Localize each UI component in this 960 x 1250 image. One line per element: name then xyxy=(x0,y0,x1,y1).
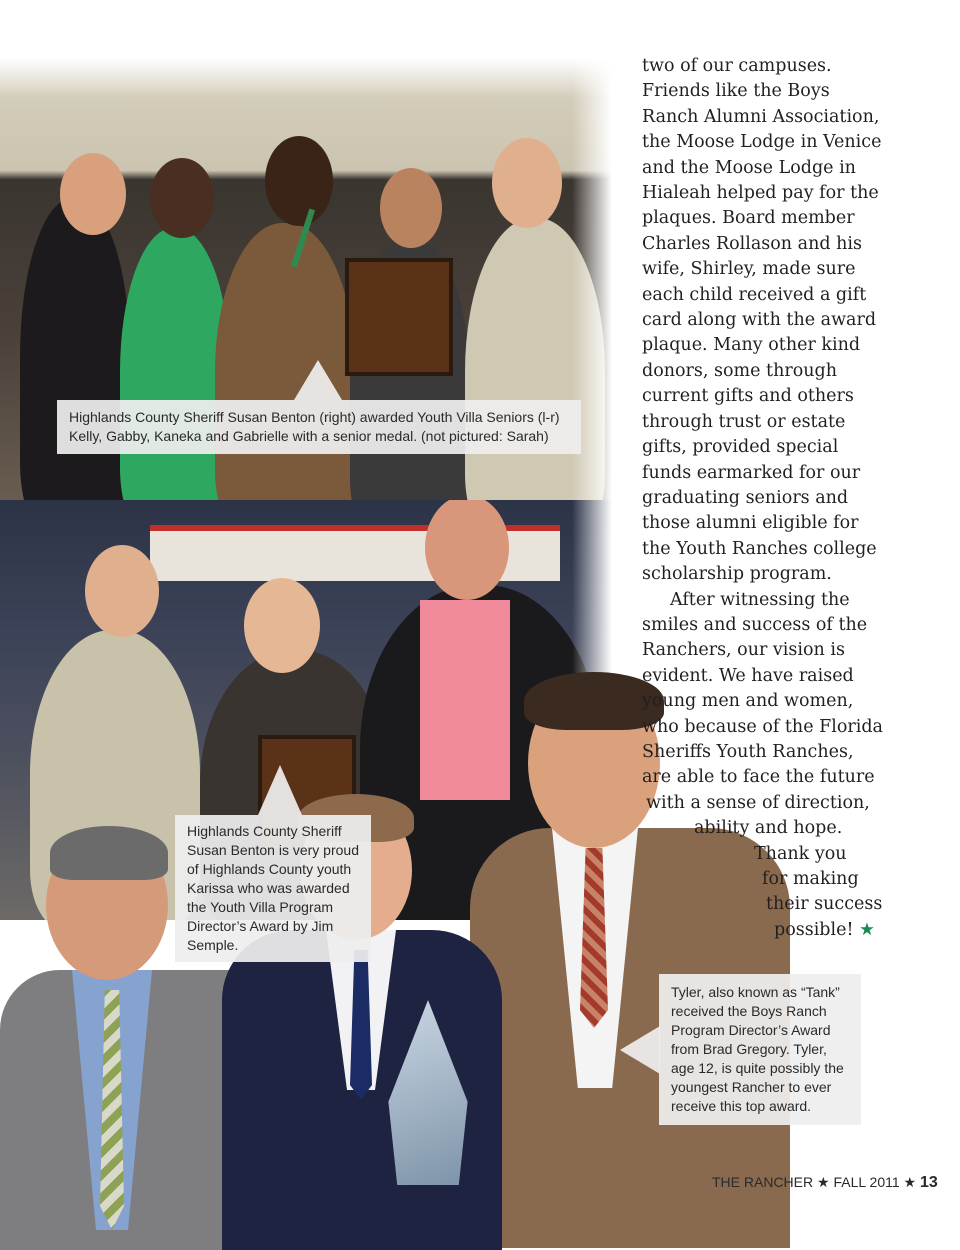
closing-text: possible! xyxy=(774,919,854,940)
text-line xyxy=(642,918,942,943)
text-line: Hialeah helped pay for the xyxy=(642,183,879,204)
text-line: young men and women, xyxy=(642,691,854,712)
text-line: ability and hope. xyxy=(694,818,843,839)
girl-kelly-head xyxy=(60,153,126,235)
girl-kaneka-head xyxy=(265,136,333,226)
text-line: gifts, provided special xyxy=(642,437,839,458)
text-line: Friends like the Boys xyxy=(642,81,830,102)
caption-pointer-3 xyxy=(620,1026,660,1074)
text-line: and the Moose Lodge in xyxy=(642,157,856,178)
sheriff-benton-head xyxy=(492,138,562,228)
text-line: are able to face the future xyxy=(642,767,875,788)
girl-karissa-head xyxy=(244,578,320,673)
text-line: Thank you xyxy=(754,843,847,864)
text-line: wife, Shirley, made sure xyxy=(642,259,856,280)
issue-label: FALL 2011 xyxy=(833,1174,900,1190)
girl-gabby xyxy=(120,228,230,508)
man-left-hair xyxy=(50,826,168,880)
paragraph-2 xyxy=(642,588,942,944)
article-body xyxy=(642,54,942,943)
text-line: Charles Rollason and his xyxy=(642,233,862,254)
text-line: the Youth Ranches college xyxy=(642,538,877,559)
text-line: Sheriffs Youth Ranches, xyxy=(642,741,854,762)
text-line: evident. We have raised xyxy=(642,665,854,686)
text-line: Ranchers, our vision is xyxy=(642,640,845,661)
text-line: who because of the Florida xyxy=(642,716,883,737)
award-plaque xyxy=(345,258,453,376)
girl-gabrielle-head xyxy=(380,168,442,248)
caption-pointer-2 xyxy=(258,765,302,815)
text-line: plaque. Many other kind xyxy=(642,335,861,356)
text-line: After witnessing the xyxy=(670,589,850,610)
caption-tyler: Tyler, also known as “Tank” received the Boys Ranch Program Director’s Award from Brad Gregory. Tyler, age 12, is quite possibly the youngest Rancher to ever receive this top award. xyxy=(659,974,861,1125)
text-line: two of our campuses. xyxy=(642,56,832,76)
photo-fade-top xyxy=(0,58,612,98)
caption-karissa: Highlands County Sheriff Susan Benton is very proud of Highlands County youth Karissa who was awarded the Youth Villa Program Director’s Award by Jim Semple. xyxy=(175,815,371,962)
text-line: those alumni eligible for xyxy=(642,513,859,534)
girl-gabby-head xyxy=(150,158,214,238)
page-footer xyxy=(712,1174,938,1192)
caption-seniors: Highlands County Sheriff Susan Benton (right) awarded Youth Villa Seniors (l-r) Kelly, Gabby, Kaneka and Gabrielle with a senior medal. (not pictured: Sarah) xyxy=(57,400,581,454)
text-line: scholarship program. xyxy=(642,564,832,585)
text-line: donors, some through xyxy=(642,360,837,381)
star-icon: ★ xyxy=(859,919,875,940)
text-line: with a sense of direction, xyxy=(646,792,870,813)
text-line: the Moose Lodge in Venice xyxy=(642,132,882,153)
text-line: for making xyxy=(762,869,859,889)
text-line: Ranch Alumni Association, xyxy=(642,106,880,127)
text-line: through trust or estate xyxy=(642,411,846,432)
caption-pointer-1 xyxy=(294,360,342,400)
text-line: current gifts and others xyxy=(642,386,854,407)
page-number: 13 xyxy=(919,1174,938,1191)
publication-name: THE RANCHER xyxy=(712,1174,814,1190)
jim-semple-head xyxy=(425,500,509,600)
text-line: their success xyxy=(766,894,883,915)
star-separator-icon: ★ xyxy=(817,1174,830,1190)
text-line: plaques. Board member xyxy=(642,208,855,229)
star-separator-icon: ★ xyxy=(903,1174,917,1190)
sheriff-benton-2-head xyxy=(85,545,159,637)
text-line: each child received a gift xyxy=(642,284,867,305)
girl-kelly xyxy=(20,198,130,508)
paragraph-1 xyxy=(642,54,942,588)
text-line: card along with the award xyxy=(642,310,877,331)
text-line: funds earmarked for our xyxy=(642,462,861,483)
text-line: graduating seniors and xyxy=(642,487,849,508)
text-line: smiles and success of the xyxy=(642,614,868,635)
